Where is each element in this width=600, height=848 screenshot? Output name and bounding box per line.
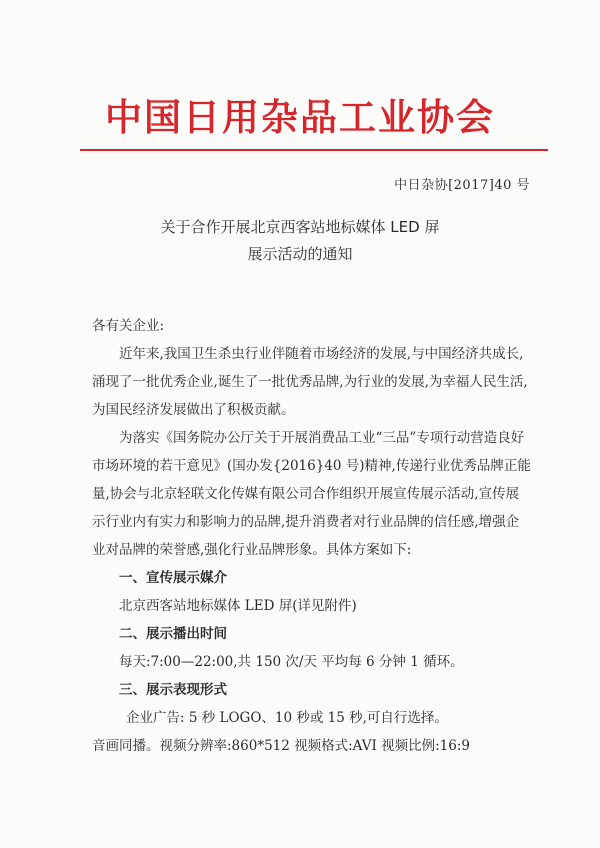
org-letterhead-title: 中国日用杂品工业协会 (105, 96, 495, 139)
paragraph-2: 为落实《国务院办公厅关于开展消费品工业“三品”专项行动营造良好市场环境的若干意见》(国办发{2016}40 号)精神,传递行业优秀品牌正能量,协会与北京轻联文化传媒有限公司合作组织开展宣传展示活动,宣传展示行业内有实力和影响力的品牌,提升消费者对行业品牌的信任感,增强企业对品牌的荣誉感,强化行业品牌形象。具体方案如下: (92, 430, 531, 558)
section-1-text: 北京西客站地标媒体 LED 屏(详见附件) (119, 598, 357, 614)
notice-title-line-1: 关于合作开展北京西客站地标媒体 LED 屏 (160, 218, 440, 236)
letterhead-red-rule (80, 149, 548, 151)
section-2-heading: 二、展示播出时间 (119, 626, 227, 642)
notice-title (0, 214, 600, 268)
document-number: 中日杂协[2017]40 号 (394, 178, 530, 193)
salutation: 各有关企业: (92, 318, 165, 334)
section-2-text: 每天:7:00—22:00,共 150 次/天 平均每 6 分钟 1 循环。 (119, 654, 464, 670)
notice-title-line-2: 展示活动的通知 (247, 245, 353, 263)
section-3-heading: 三、展示表现形式 (119, 682, 227, 698)
paragraph-1: 近年来,我国卫生杀虫行业伴随着市场经济的发展,与中国经济共成长,涌现了一批优秀企业,诞生了一批优秀品牌,为行业的发展,为幸福人民生活,为国民经济发展做出了积极贡献。 (92, 346, 528, 418)
section-3-text-2: 音画同播。视频分辨率:860*512 视频格式:AVI 视频比例:16:9 (92, 738, 470, 754)
section-3-text-1: 企业广告: 5 秒 LOGO、10 秒或 15 秒,可自行选择。 (126, 710, 448, 726)
notice-body (92, 312, 532, 760)
section-1-heading: 一、宣传展示媒介 (119, 570, 227, 586)
